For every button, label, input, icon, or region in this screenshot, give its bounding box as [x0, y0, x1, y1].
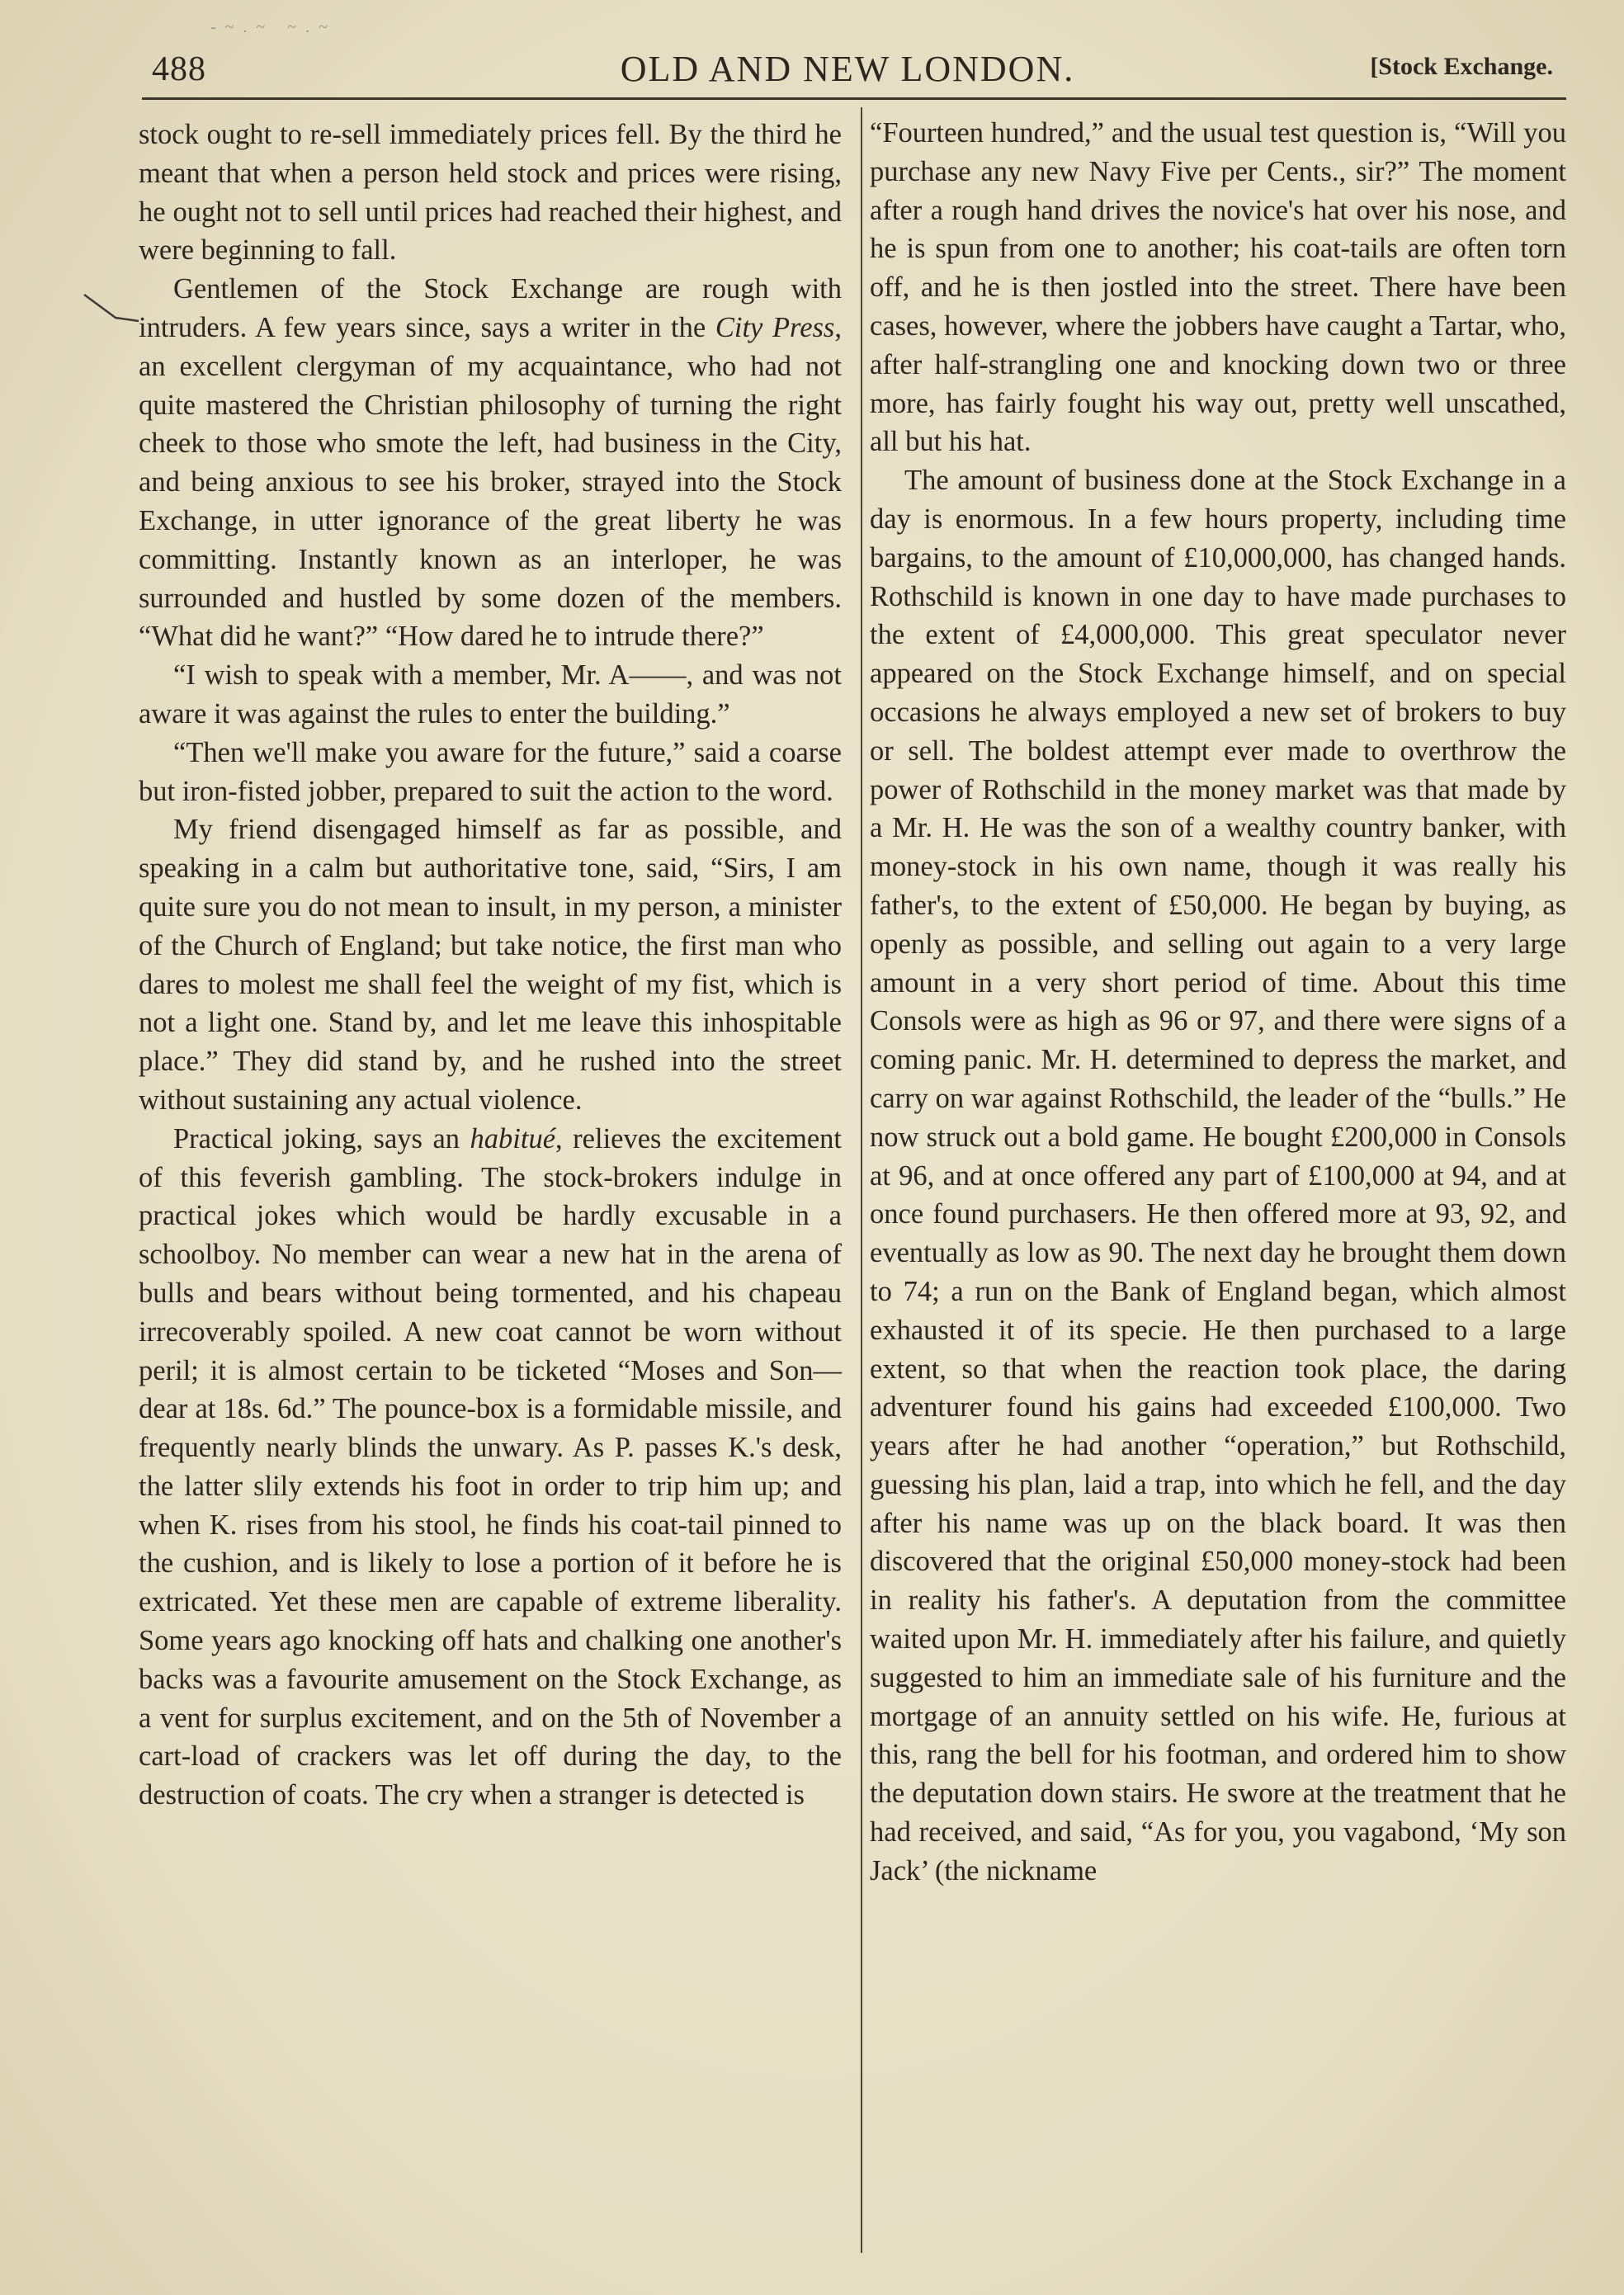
running-title: OLD AND NEW LONDON.	[620, 49, 1075, 89]
header-rule	[142, 97, 1566, 100]
paragraph: My friend disengaged himself as far as possible, and speaking in a calm but authoritative tone, said, “Sirs, I am quite sure you do not mean to insult, in my person, a minister of the Church of England; but take notice, the first man who dares to molest me shall feel the weight of my fist, which is not a light one. Stand by, and let me leave this inhospitable place.” They did stand by, and he rushed into the street without sustaining any actual violence.	[139, 814, 842, 1116]
italic-term: habitué	[470, 1122, 556, 1155]
section-label: [Stock Exchange.	[1370, 53, 1553, 80]
column-divider	[861, 107, 862, 2253]
paragraph: “Fourteen hundred,” and the usual test question is, “Will you purchase any new Navy Five per Cents., sir?” The moment after a rough hand drives the novice's hat over his nose, and he is spun from one to another; his coat-tails are often torn off, and he is then jostled into the street. There have been cases, however, where the jobbers have caught a Tartar, who, after half-strangling one and knocking down two or three more, has fairly fought his way out, pretty well unscathed, all but his hat.	[870, 117, 1566, 458]
paragraph: “I wish to speak with a member, Mr. A——, and was not aware it was against the rules to enter the building.”	[139, 659, 842, 730]
left-column	[139, 116, 842, 1815]
pencil-mark-icon	[79, 285, 145, 334]
paragraph: Practical joking, says an habitué, relieves the excitement of this feverish gambling. The stock-brokers indulge in practical jokes which would be hardly excusable in a schoolboy. No member can wear a new hat in the arena of bulls and bears without being tormented, and his chapeau irrecoverably spoiled. A new coat cannot be worn without peril; it is almost certain to be ticketed “Moses and Son—dear at 18s. 6d.” The pounce-box is a formidable missile, and frequently nearly blinds the unwary. As P. passes K.'s desk, the latter slily extends his foot in order to trip him up; and when K. rises from his stool, he finds his coat-tail pinned to the cushion, and is likely to lose a portion of it before he is extricated. Yet these men are capable of extreme liberality. Some years ago knocking off hats and chalking one another's backs was a favourite amusement on the Stock Exchange, as a vent for surplus excitement, and on the 5th of November a cart-load of crackers was let off during the day, to the destruction of coats. The cry when a stranger is detected is	[139, 1122, 842, 1811]
page-number: 488	[152, 50, 206, 88]
paragraph: The amount of business done at the Stock Exchange in a day is enormous. In a few hours property, including time bargains, to the amount of £10,000,000, has changed hands. Rothschild is known in one day to have made purchases to the extent of £4,000,000. This great speculator never appeared on the Stock Exchange himself, and on special occasions he always employed a new set of brokers to buy or sell. The boldest attempt ever made to overthrow the power of Rothschild in the money market was that made by a Mr. H. He was the son of a wealthy country banker, with money-stock in his own name, though it was really his father's, to the extent of £50,000. He began by buying, as openly as possible, and selling out again to a very large amount in a very short period of time. About this time Consols were as high as 96 or 97, and there were signs of a coming panic. Mr. H. determined to depress the market, and carry on war against Rothschild, the leader of the “bulls.” He now struck out a bold game. He bought £200,000 in Consols at 96, and at once offered any part of £100,000 at 94, and at once found purchasers. He then offered more at 93, 92, and eventually as low as 90. The next day he brought them down to 74; a run on the Bank of England began, which almost exhausted it of its specie. He then purchased to a large extent, so that when the reaction took place, the daring adventurer found his gains had exceeded £100,000. Two years after he had another “operation,” but Rothschild, guessing his plan, laid a trap, into which he fell, and the day after his name was up on the black board. It was then discovered that the original £50,000 money-stock had been in reality his father's. A deputation from the committee waited upon Mr. H. immediately after his failure, and quietly suggested to him an immediate sale of his furniture and the mortgage of an annuity settled on his wife. He, furious at this, rang the bell for his footman, and ordered him to show the deputation down stairs. He swore at the treatment that he had received, and said, “As for you, you vagabond, ‘My son Jack’ (the nickname	[870, 465, 1566, 1887]
publication-title: City Press	[715, 311, 835, 343]
ink-smudge: - ~ . ~ ~ . ~	[210, 18, 330, 36]
paragraph: stock ought to re-sell immediately prices fell. By the third he meant that when a person held stock and prices were rising, he ought not to sell until prices had reached their highest, and were beginning to fall.	[139, 119, 842, 267]
paragraph: “Then we'll make you aware for the future,” said a coarse but iron-fisted jobber, prepared to suit the action to the word.	[139, 736, 842, 807]
right-column	[870, 114, 1566, 1891]
page-header	[142, 43, 1553, 94]
paragraph: Gentlemen of the Stock Exchange are rough with intruders. A few years since, says a writer in the City Press, an excellent clergyman of my acquaintance, who had not quite mastered the Christian philosophy of turning the right cheek to those who smote the left, had business in the City, and being anxious to see his broker, strayed into the Stock Exchange, in utter ignorance of the great liberty he was committing. Instantly known as an interloper, he was surrounded and hustled by some dozen of the members. “What did he want?” “How dared he to intrude there?”	[139, 273, 842, 653]
